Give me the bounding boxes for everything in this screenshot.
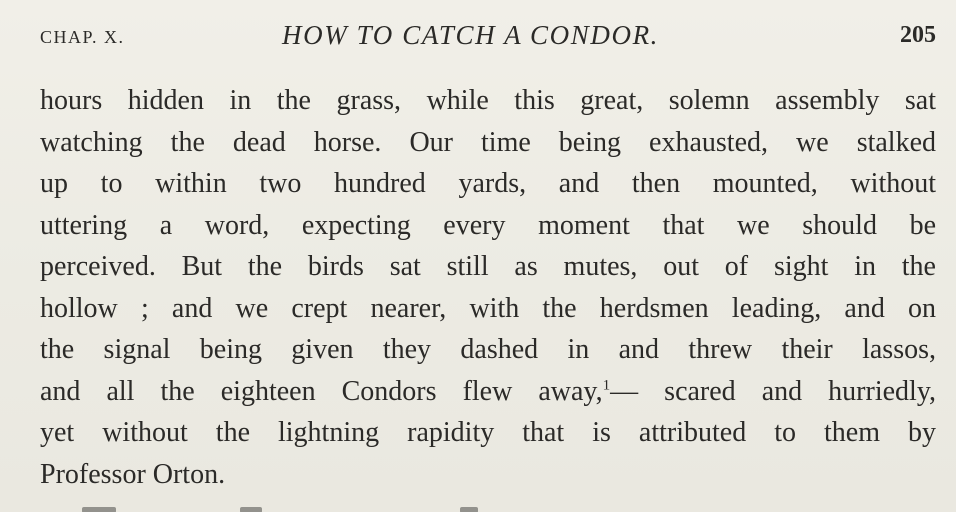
text-line-with-footnote xyxy=(40,371,936,413)
text-line: up to within two hundred yards, and then mounted, without xyxy=(40,168,936,199)
running-head xyxy=(40,18,936,54)
running-title: HOW TO CATCH A CONDOR. xyxy=(282,20,660,50)
footnote-marker: 1 xyxy=(602,377,611,394)
chapter-label: CHAP. X. xyxy=(40,27,125,47)
text-line: perceived. But the birds sat still as mutes, out of sight in the xyxy=(40,251,936,282)
cut-glyph xyxy=(82,507,116,512)
cut-glyph xyxy=(240,507,262,512)
text-line: hollow ; and we crept nearer, with the herdsmen leading, and on xyxy=(40,292,936,324)
cut-off-next-line xyxy=(40,500,640,512)
text-line-end: — scared and hurriedly, xyxy=(610,375,936,407)
text-line: Professor Orton. xyxy=(40,458,226,490)
text-line: yet without the lightning rapidity that is attributed to them by xyxy=(40,417,936,448)
text-line: watching the dead horse. Our time being exhausted, we stalked xyxy=(40,126,936,158)
text-line: hours hidden in the grass, while this great, solemn assembly sat xyxy=(40,85,936,116)
page-number: 205 xyxy=(900,22,936,48)
body-text xyxy=(40,80,936,495)
text-line-start: and all the eighteen Condors flew away, xyxy=(40,375,603,407)
text-line: uttering a word, expecting every moment that we should be xyxy=(40,209,936,241)
cut-glyph xyxy=(460,507,478,512)
text-line: the signal being given they dashed in and threw their lassos, xyxy=(40,334,936,365)
